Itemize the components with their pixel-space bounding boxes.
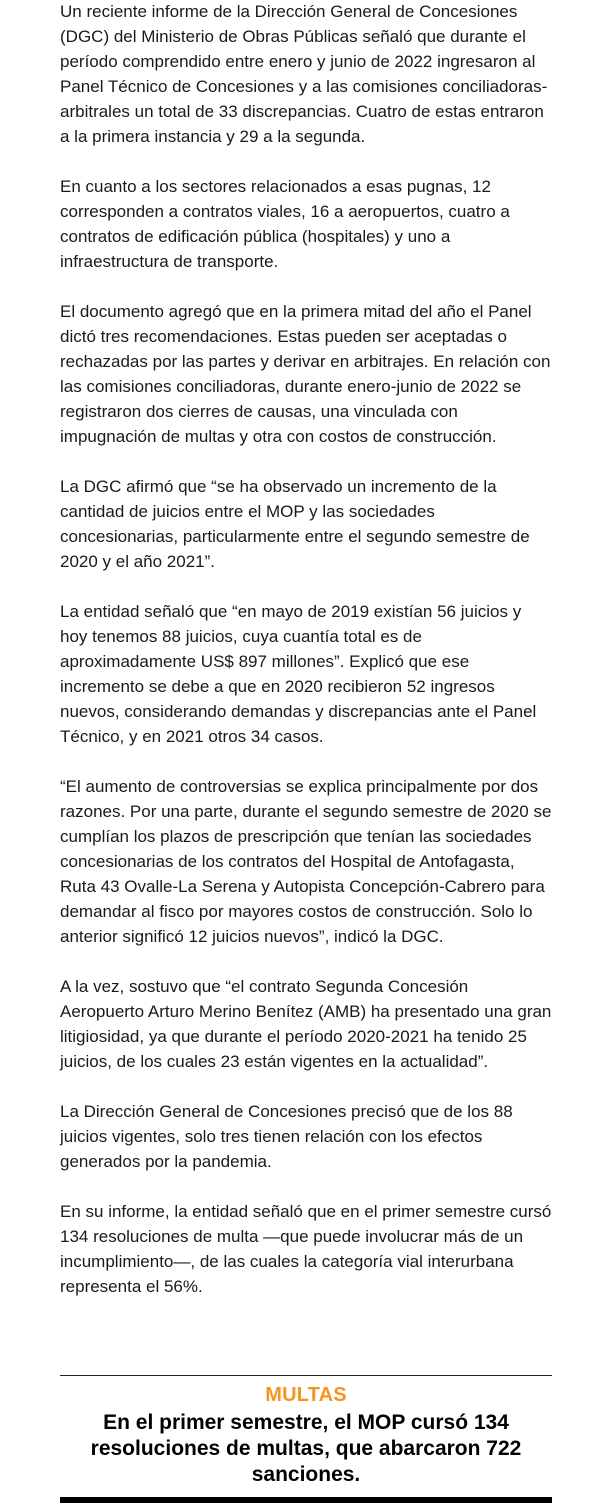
- article-body: [60, 0, 552, 1324]
- callout-kicker: MULTAS: [265, 1384, 347, 1406]
- article-paragraph: La entidad señaló que “en mayo de 2019 existían 56 juicios y hoy tenemos 88 juicios, cuya cuantía total es de aproximadamente US$ 897 millones”. Explicó que ese incremento se debe a que en 2020 recibieron 52 ingresos nuevos, considerando demandas y discrepancias ante el Panel Técnico, y en 2021 otros 34 casos.: [60, 602, 537, 746]
- article-paragraph: En cuanto a los sectores relacionados a esas pugnas, 12 corresponden a contratos viales, 16 a aeropuertos, cuatro a contratos de edificación pública (hospitales) y uno a infraestructura de transporte.: [60, 177, 510, 271]
- article-paragraph: En su informe, la entidad señaló que en el primer semestre cursó 134 resoluciones de multa —que puede involucrar más de un incumplimiento—, de las cuales la categoría vial interurbana representa el 56%.: [60, 1202, 552, 1296]
- article-paragraph: Un reciente informe de la Dirección General de Concesiones (DGC) del Ministerio de Obras Públicas señaló que durante el período comprendido entre enero y junio de 2022 ingresaron al Panel Técnico de Concesiones y a las comisiones conciliadoras-arbitrales un total de 33 discrepancias. Cuatro de estas entraron a la primera instancia y 29 a la segunda.: [60, 2, 548, 146]
- callout-divider: [60, 1497, 552, 1503]
- article-paragraph: “El aumento de controversias se explica principalmente por dos razones. Por una parte, durante el segundo semestre de 2020 se cumplían los plazos de prescripción que tenían las sociedades concesionarias de los contratos del Hospital de Antofagasta, Ruta 43 Ovalle-La Serena y Autopista Concepción-Cabrero para demandar al fisco por mayores costos de construcción. Solo lo anterior significó 12 juicios nuevos”, indicó la DGC.: [60, 777, 552, 946]
- callout-text: En el primer semestre, el MOP cursó 134 resoluciones de multas, que abarcaron 722 sanciones.: [90, 1411, 522, 1486]
- article-paragraph: A la vez, sostuvo que “el contrato Segunda Concesión Aeropuerto Arturo Merino Benítez (AMB) ha presentado una gran litigiosidad, ya que durante el período 2020-2021 ha tenido 25 juicios, de los cuales 23 están vigentes en la actualidad”.: [60, 977, 552, 1071]
- article-paragraph: La Dirección General de Concesiones precisó que de los 88 juicios vigentes, solo tres tienen relación con los efectos generados por la pandemia.: [60, 1102, 513, 1171]
- article-paragraph: El documento agregó que en la primera mitad del año el Panel dictó tres recomendaciones. Estas pueden ser aceptadas o rechazadas por las partes y derivar en arbitrajes. En relación con las comisiones conciliadoras, durante enero-junio de 2022 se registraron dos cierres de causas, una vinculada con impugnación de multas y otra con costos de construcción.: [60, 302, 551, 446]
- pull-quote-callout: [60, 1375, 552, 1488]
- article-paragraph: La DGC afirmó que “se ha observado un incremento de la cantidad de juicios entre el MOP y las sociedades concesionarias, particularmente entre el segundo semestre de 2020 y el año 2021”.: [60, 477, 530, 571]
